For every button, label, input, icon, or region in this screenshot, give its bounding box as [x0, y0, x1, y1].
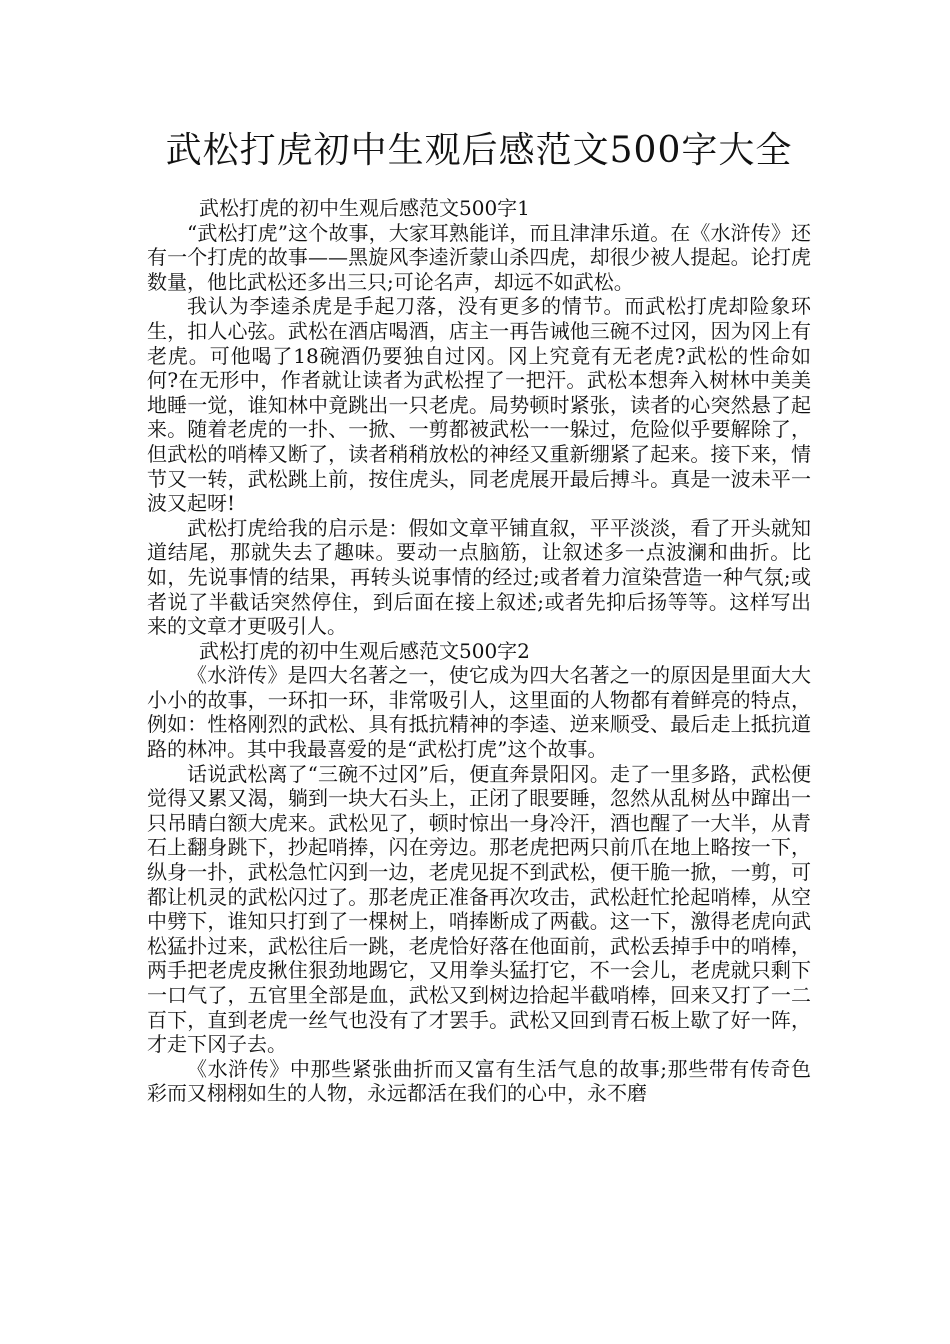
paragraph: 《水浒传》是四大名著之一，使它成为四大名著之一的原因是里面大大小小的故事，一环扣一环，非常吸引人，这里面的人物都有着鲜亮的特点，例如：性格刚烈的武松、具有抵抗精神的李逵、逆来顺受、最后走上抵抗道路的林冲。其中我最喜爱的是“武松打虎”这个故事。 [147, 663, 811, 762]
document-page [147, 128, 811, 1106]
section-heading: 武松打虎的初中生观后感范文500字2 [199, 638, 530, 663]
paragraph: 《水浒传》中那些紧张曲折而又富有生活气息的故事;那些带有传奇色彩而又栩栩如生的人物，永远都活在我们的心中，永不磨 [147, 1056, 811, 1106]
essay-section-2 [147, 639, 811, 1106]
section-heading: 武松打虎的初中生观后感范文500字1 [199, 196, 530, 220]
paragraph: 话说武松离了“三碗不过冈”后，便直奔景阳冈。走了一里多路，武松便觉得又累又渴，躺到一块大石头上，正闭了眼要睡，忽然从乱树丛中蹿出一只吊睛白额大虎来。武松见了，顿时惊出一身冷汗，酒也醒了一大半，从青石上翻身跳下，抄起哨捧，闪在旁边。那老虎把两只前爪在地上略按一下，纵身一扑，武松急忙闪到一边，老虎见捉不到武松，便干脆一掀，一剪，可都让机灵的武松闪过了。那老虎正准备再次攻击，武松赶忙抡起哨棒，从空中劈下，谁知只打到了一棵树上，哨捧断成了两截。这一下，激得老虎向武松猛扑过来，武松往后一跳，老虎恰好落在他面前，武松丢掉手中的哨棒，两手把老虎皮揪住狠劲地踢它，又用拳头猛打它，不一会儿，老虎就只剩下一口气了，五官里全部是血，武松又到树边拾起半截哨棒，回来又打了一二百下，直到老虎一丝气也没有了才罢手。武松又回到青石板上歇了好一阵，才走下冈子去。 [147, 761, 811, 1057]
paragraph: “武松打虎”这个故事，大家耳熟能详，而且津津乐道。在《水浒传》还有一个打虎的故事——黑旋风李逵沂蒙山杀四虎，却很少被人提起。论打虎数量，他比武松还多出三只;可论名声，却远不如武松。 [147, 220, 811, 294]
paragraph: 我认为李逵杀虎是手起刀落，没有更多的情节。而武松打虎却险象环生，扣人心弦。武松在酒店喝酒，店主一再告诫他三碗不过冈，因为冈上有老虎。可他喝了18碗酒仍要独自过冈。冈上究竟有无老虎?武松的性命如何?在无形中，作者就让读者为武松捏了一把汗。武松本想奔入树林中美美地睡一觉，谁知林中竟跳出一只老虎。局势顿时紧张，读者的心突然悬了起来。随着老虎的一扑、一掀、一剪都被武松一一躲过，危险似乎要解除了，但武松的哨棒又断了，读者稍稍放松的神经又重新绷紧了起来。接下来，情节又一转，武松跳上前，按住虎头，同老虎展开最后搏斗。真是一波未平一波又起呀! [147, 294, 811, 516]
document-title: 武松打虎初中生观后感范文500字大全 [165, 130, 793, 171]
paragraph: 武松打虎给我的启示是：假如文章平铺直叙，平平淡淡，看了开头就知道结尾，那就失去了趣味。要动一点脑筋，让叙述多一点波澜和曲折。比如，先说事情的结果，再转头说事情的经过;或者着力渲染营造一种气氛;或者说了半截话突然停住，到后面在接上叙述;或者先抑后扬等等。这样写出来的文章才更吸引人。 [147, 515, 811, 639]
essay-section-1 [147, 196, 811, 639]
